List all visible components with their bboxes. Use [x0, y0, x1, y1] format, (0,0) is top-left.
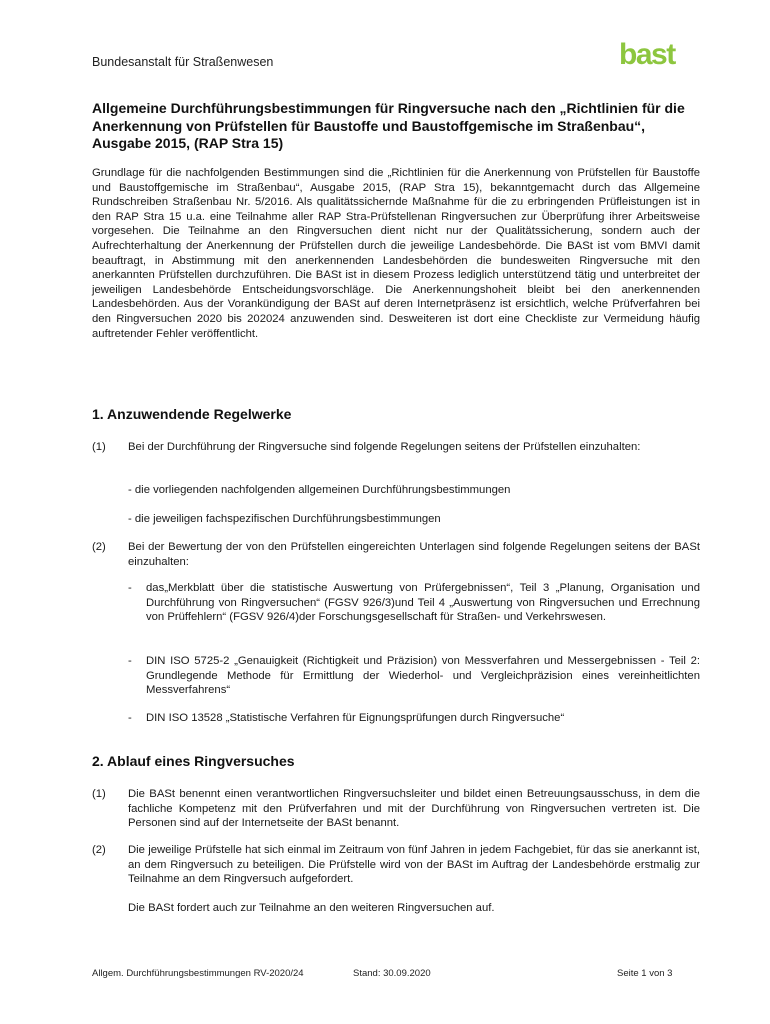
header-organization: Bundesanstalt für Straßenwesen	[92, 55, 274, 69]
paragraph-text: Bei der Bewertung der von den Prüfstellen eingereichten Unterlagen sind folgende Regelungen seitens der BASt einzuhalten:	[128, 541, 700, 568]
paragraph-number: (1)	[92, 788, 106, 800]
intro-paragraph: Grundlage für die nachfolgenden Bestimmungen sind die „Richtlinien für die Anerkennung von Prüfstellen für Baustoffe und Baustoffgemische im Straßenbau“, Ausgabe 2015, (RAP Stra 15), bekanntgemacht durch das Allgemeine Rundschreiben Straßenbau Nr. 5/2016. Als qualitätssichernde Maßnahme für die zu erbringenden Prüfleistungen ist in den RAP Stra 15 u.a. eine Teilnahme aller RAP Stra-Prüfstellenan Ringversuchen zur Überprüfung ihrer Arbeitsweise vorgesehen. Die Teilnahme an den Ringversuchen dient nicht nur der Qualitätssicherung, sondern auch der Aufrechterhaltung der Anerkennung der Prüfstellen durch die jeweilige Landesbehörde. Die BASt ist vom BMVI damit beauftragt, in Abstimmung mit den anerkennenden Landesbehörden die bundesweiten Ringversuche mit den anerkannten Prüfstellen durchzuführen. Die BASt ist in diesem Prozess lediglich unterstützend tätig und unterbreitet der jeweiligen Landesbehörde Entscheidungsvorschläge. Die Anerkennungshoheit bleibt bei den anerkennenden Landesbehörden. Aus der Vorankündigung der BASt auf deren Internetpräsenz ist ersichtlich, welche Prüfverfahren bei den Ringversuchen 2020 bis 202024 anzuwenden sind. Desweiteren ist dort eine Checkliste zur Vermeidung häufig auftretender Fehler veröffentlicht.	[92, 167, 700, 340]
section-2-heading: 2. Ablauf eines Ringversuches	[92, 753, 295, 769]
bast-logo: bast	[619, 38, 675, 71]
paragraph-number: (2)	[92, 541, 106, 553]
paragraph-extra-text: Die BASt fordert auch zur Teilnahme an den weiteren Ringversuchen auf.	[128, 902, 495, 914]
paragraph-text: Bei der Durchführung der Ringversuche sind folgende Regelungen seitens der Prüfstellen einzuhalten:	[128, 441, 641, 453]
paragraph-number: (1)	[92, 441, 106, 453]
bullet-item: - DIN ISO 5725-2 „Genauigkeit (Richtigkeit und Präzision) von Messverfahren und Messergebnissen - Teil 2: Grundlegende Methode für Ermittlung der Wiederhol- und Vergleichpräzision eines vereinheitlichten Messverfahrens“	[128, 655, 700, 697]
bullet-item: - das„Merkblatt über die statistische Auswertung von Prüfergebnissen“, Teil 3 „Planung, Organisation und Durchführung von Ringversuchen“ (FGSV 926/3)und Teil 4 „Auswertung von Ringversuchen und Errechnung von Prüffehlern“ (FGSV 926/4)der Forschungsgesellschaft für Straßen- und Verkehrswesen.	[128, 582, 700, 624]
footer-date: Stand: 30.09.2020	[353, 968, 431, 979]
list-item: - die jeweiligen fachspezifischen Durchführungsbestimmungen	[128, 513, 441, 525]
footer-page-number: Seite 1 von 3	[617, 968, 673, 979]
section-2-paragraph-1	[92, 787, 700, 831]
section-2-paragraph-2	[92, 843, 700, 887]
bullet-item: - DIN ISO 13528 „Statistische Verfahren für Eignungsprüfungen durch Ringversuche“	[128, 711, 700, 726]
bullet-text: DIN ISO 13528 „Statistische Verfahren für Eignungsprüfungen durch Ringversuche“	[146, 712, 565, 724]
section-1-paragraph-1	[92, 440, 700, 455]
bullet-text: DIN ISO 5725-2 „Genauigkeit (Richtigkeit und Präzision) von Messverfahren und Messergebnissen - Teil 2: Grundlegende Methode für Ermittlung der Wiederhol- und Vergleichpräzision eines vereinheitlichten Messverfahrens“	[146, 655, 700, 697]
bullet-text: das„Merkblatt über die statistische Auswertung von Prüfergebnissen“, Teil 3 „Planung, Organisation und Durchführung von Ringversuchen“ (FGSV 926/3)und Teil 4 „Auswertung von Ringversuchen und Errechnung von Prüffehlern“ (FGSV 926/4)der Forschungsgesellschaft für Straßen- und Verkehrswesen.	[146, 582, 700, 624]
section-1-paragraph-2	[92, 540, 700, 569]
document-title: Allgemeine Durchführungsbestimmungen für Ringversuche nach den „Richtlinien für die Anerkennung von Prüfstellen für Baustoffe und Baustoffgemische im Straßenbau“, Ausgabe 2015, (RAP Stra 15)	[92, 100, 685, 151]
paragraph-number: (2)	[92, 844, 106, 856]
paragraph-text: Die BASt benennt einen verantwortlichen Ringversuchsleiter und bildet einen Betreuungsausschuss, in dem die fachliche Kompetenz mit den Prüfverfahren und mit der Durchführung von Ringversuchen vertreten ist. Die Personen sind auf der Internetseite der BASt benannt.	[128, 788, 700, 830]
section-1-heading: 1. Anzuwendende Regelwerke	[92, 406, 292, 422]
footer-document-id: Allgem. Durchführungsbestimmungen RV-2020/24	[92, 968, 304, 979]
paragraph-text: Die jeweilige Prüfstelle hat sich einmal im Zeitraum von fünf Jahren in jedem Fachgebiet, für das sie anerkannt ist, an dem Ringversuch zu beteiligen. Die Prüfstelle wird von der BASt im Auftrag der Landesbehörde erstmalig zur Teilnahme an dem Ringversuch aufgefordert.	[128, 844, 700, 886]
list-item: - die vorliegenden nachfolgenden allgemeinen Durchführungsbestimmungen	[128, 484, 511, 496]
